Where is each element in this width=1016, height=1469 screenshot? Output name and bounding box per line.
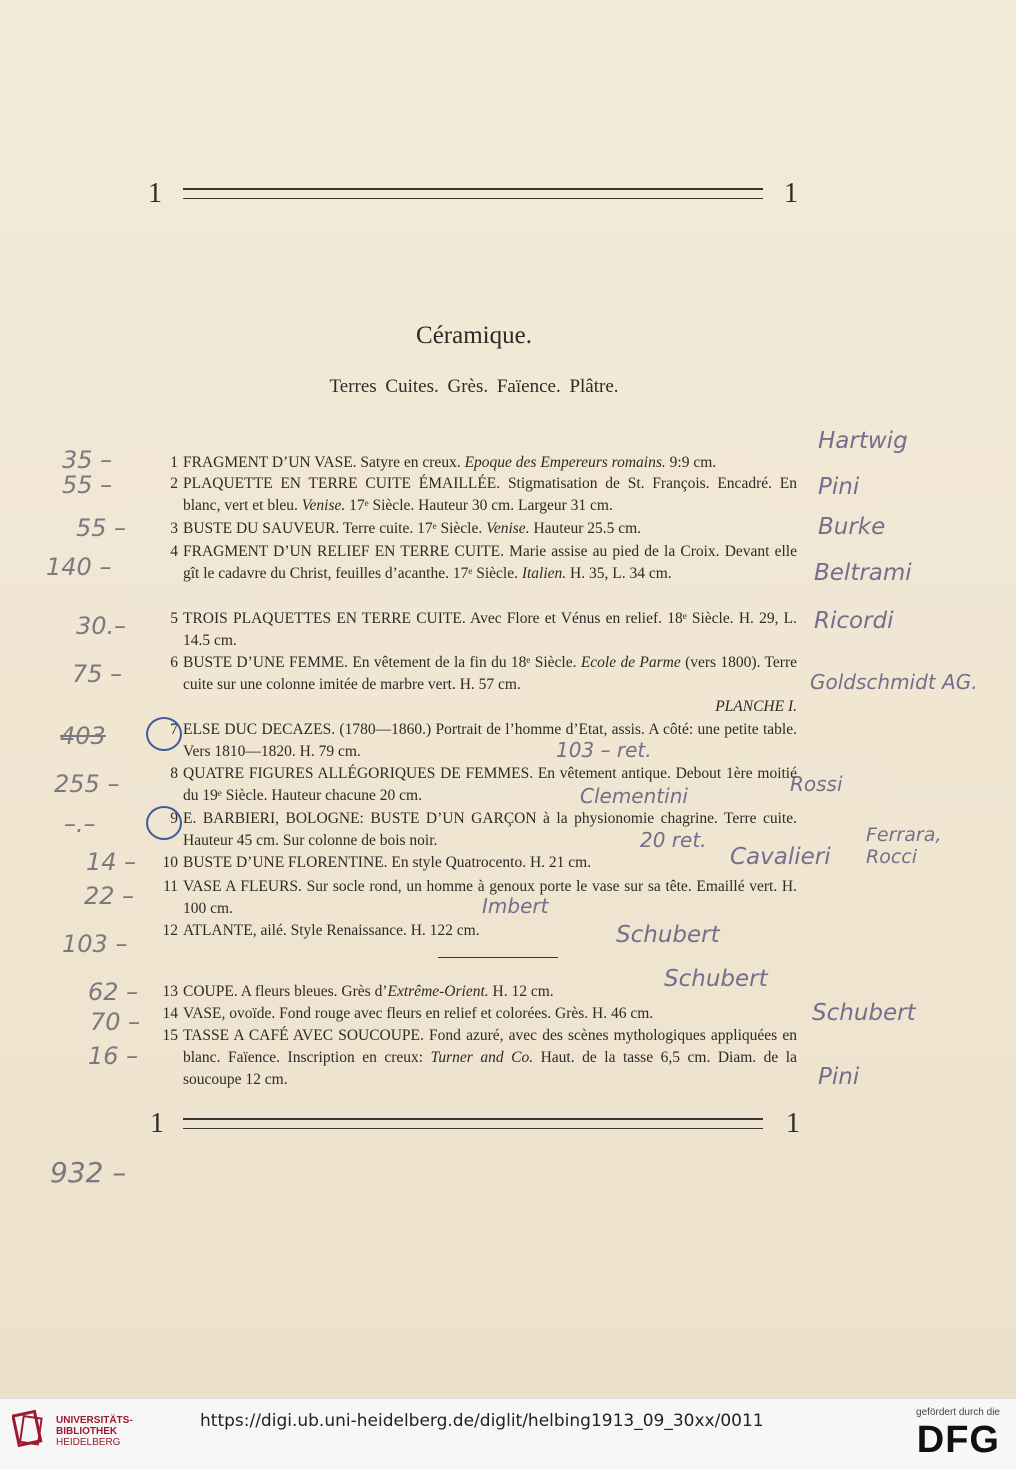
funder-caption: gefördert durch die bbox=[916, 1407, 1000, 1418]
handwritten-buyer: Clementini bbox=[580, 784, 688, 808]
handwritten-buyer: Schubert bbox=[616, 922, 720, 948]
viewer-footer bbox=[0, 1398, 1016, 1469]
signature-right-bottom: 1 bbox=[786, 1108, 800, 1139]
section-subtitle: Terres Cuites. Grès. Faïence. Plâtre. bbox=[329, 376, 619, 397]
section-title: Céramique. bbox=[416, 322, 532, 349]
entry-text: VASE, ovoïde. Fond rouge avec fleurs en relief et colorées. Grès. H. 46 cm. bbox=[183, 1005, 654, 1022]
entry-tail: (vers 1800). Terre cuite sur une colonne imitée de marbre vert. H. 57 cm. bbox=[183, 654, 797, 693]
entry-text: VASE A FLEURS. Sur socle rond, un homme à genoux porte le vase sur sa tête. Emaillé vert. H. 100 cm. bbox=[183, 878, 797, 917]
handwritten-price: 16 – bbox=[88, 1042, 139, 1070]
entry-number: 3 bbox=[170, 520, 178, 537]
handwritten-note: 20 ret. bbox=[640, 828, 707, 852]
plate-label: PLANCHE I. bbox=[715, 698, 797, 715]
handwritten-price: 35 – bbox=[62, 446, 113, 474]
handwritten-price: 75 – bbox=[72, 660, 123, 688]
handwritten-buyer: Pini bbox=[818, 474, 860, 500]
handwritten-buyer: Cavalieri bbox=[730, 844, 831, 870]
library-name bbox=[56, 1415, 133, 1448]
handwritten-buyer: Hartwig bbox=[818, 428, 908, 454]
handwritten-price: 255 – bbox=[54, 770, 120, 798]
entry-italic: Epoque des Empereurs romains. bbox=[464, 454, 666, 471]
entry-italic: Venise. bbox=[486, 520, 530, 537]
entry-italic: Italien. bbox=[521, 565, 567, 582]
entry-number: 11 bbox=[163, 878, 178, 895]
library-line: UNIVERSITÄTS- bbox=[56, 1415, 133, 1426]
top-rule-thin bbox=[183, 198, 763, 199]
entry-tail: 9:9 cm. bbox=[665, 454, 717, 471]
entry-italic: Venise. bbox=[301, 497, 346, 514]
handwritten-price: 55 – bbox=[62, 471, 113, 499]
entry-number: 13 bbox=[162, 983, 178, 1000]
handwritten-price: 403 bbox=[60, 722, 106, 750]
entry-number: 8 bbox=[170, 765, 178, 782]
ink-circle-7 bbox=[146, 717, 182, 751]
entry-number: 15 bbox=[162, 1027, 178, 1044]
handwritten-buyer: Beltrami bbox=[814, 560, 912, 586]
handwritten-buyer: Burke bbox=[818, 514, 886, 540]
ink-circle-9 bbox=[146, 806, 182, 840]
entry-text: TASSE A CAFÉ AVEC SOUCOUPE. Fond azuré, avec des scènes mythologiques appliquées en blanc. Faïence. Inscription en creux: bbox=[183, 1027, 797, 1066]
handwritten-buyer: Rossi bbox=[790, 772, 843, 796]
handwritten-price: 62 – bbox=[88, 978, 139, 1006]
entry-italic: Ecole de Parme bbox=[580, 654, 681, 671]
handwritten-buyer: Ferrara, Rocci bbox=[866, 824, 942, 868]
entry-text: BUSTE D’UNE FEMME. En vêtement de la fin du 18ᵉ Siècle. bbox=[183, 654, 581, 671]
entry-text: E. BARBIERI, BOLOGNE: BUSTE D’UN GARÇON à la physionomie chagrine. Terre cuite. Hauteur 45 cm. Sur colonne de bois noir. bbox=[183, 810, 797, 849]
handwritten-price: 140 – bbox=[46, 553, 112, 581]
entry-tail: 17ᵉ Siècle. Hauteur 30 cm. Largeur 31 cm. bbox=[345, 497, 613, 514]
entry-number: 9 bbox=[170, 810, 178, 827]
handwritten-price: 103 – bbox=[62, 930, 128, 958]
bottom-rule-thin bbox=[183, 1128, 763, 1129]
signature-left-top: 1 bbox=[148, 178, 162, 209]
entry-tail: H. 12 cm. bbox=[488, 983, 554, 1000]
entry-text: TROIS PLAQUETTES EN TERRE CUITE. Avec Flore et Vénus en relief. 18ᵉ Siècle. H. 29, L. 14.5 cm. bbox=[183, 610, 797, 649]
signature-right-top: 1 bbox=[784, 178, 798, 209]
library-line: BIBLIOTHEK bbox=[56, 1426, 118, 1437]
entry-number: 5 bbox=[170, 610, 178, 627]
section-separator bbox=[438, 957, 558, 958]
entry-number: 1 bbox=[170, 454, 178, 471]
entry-tail: Haut. de la tasse 6,5 cm. Diam. de la soucoupe 12 cm. bbox=[183, 1049, 797, 1088]
entry-number: 14 bbox=[162, 1005, 178, 1022]
entry-text: BUSTE DU SAUVEUR. Terre cuite. 17ᵉ Siècle. bbox=[183, 520, 487, 537]
entry-tail: Hauteur 25.5 cm. bbox=[529, 520, 642, 537]
signature-left-bottom: 1 bbox=[150, 1108, 164, 1139]
entry-text: BUSTE D’UNE FLORENTINE. En style Quatrocento. H. 21 cm. bbox=[183, 854, 592, 871]
entry-text: PLAQUETTE EN TERRE CUITE ÉMAILLÉE. Stigmatisation de St. François. Encadré. En blanc, vert et bleu. bbox=[183, 475, 797, 514]
entry-number: 6 bbox=[170, 654, 178, 671]
entry-text: ATLANTE, ailé. Style Renaissance. H. 122 cm. bbox=[183, 922, 480, 939]
funder-logo: DFG bbox=[916, 1419, 1000, 1461]
top-rule bbox=[183, 188, 763, 190]
entry-text: FRAGMENT D’UN RELIEF EN TERRE CUITE. Marie assise au pied de la Croix. Devant elle gît le cadavre du Christ, feuilles d’acanthe. 17ᵉ Siècle. bbox=[183, 543, 797, 582]
handwritten-price: 70 – bbox=[90, 1008, 141, 1036]
handwritten-price: 14 – bbox=[86, 848, 137, 876]
library-logo-icon bbox=[12, 1409, 46, 1449]
handwritten-buyer: Schubert bbox=[812, 1000, 916, 1026]
handwritten-price: –.– bbox=[64, 810, 96, 838]
entry-italic: Turner and Co. bbox=[430, 1049, 534, 1066]
entry-number: 4 bbox=[170, 543, 178, 560]
entry-text: ELSE DUC DECAZES. (1780—1860.) Portrait de l’homme d’Etat, assis. A côté: une petite table. Vers 1810—1820. H. 79 cm. bbox=[183, 721, 797, 760]
handwritten-price: 22 – bbox=[84, 882, 135, 910]
permalink-url[interactable]: https://digi.ub.uni-heidelberg.de/diglit/helbing1913_09_30xx/0011 bbox=[200, 1411, 764, 1431]
entry-italic: Extrême-Orient. bbox=[387, 983, 489, 1000]
handwritten-buyer: Ricordi bbox=[814, 608, 894, 634]
handwritten-buyer: Goldschmidt AG. bbox=[810, 670, 978, 694]
handwritten-buyer: Imbert bbox=[482, 894, 549, 918]
entry-number: 12 bbox=[162, 922, 178, 939]
entry-text: QUATRE FIGURES ALLÉGORIQUES DE FEMMES. En vêtement antique. Debout 1ère moitié du 19ᵉ Siècle. Hauteur chacune 20 cm. bbox=[183, 765, 797, 804]
bottom-rule bbox=[183, 1118, 763, 1120]
handwritten-total: 932 – bbox=[50, 1156, 127, 1189]
entry-text: FRAGMENT D’UN VASE. Satyre en creux. bbox=[183, 454, 465, 471]
handwritten-price: 55 – bbox=[76, 514, 127, 542]
entry-number: 2 bbox=[170, 475, 178, 492]
handwritten-buyer: Pini bbox=[818, 1064, 860, 1090]
handwritten-buyer: Schubert bbox=[664, 966, 768, 992]
entry-number: 10 bbox=[162, 854, 178, 871]
entry-text: COUPE. A fleurs bleues. Grès d’ bbox=[183, 983, 388, 1000]
entry-number: 7 bbox=[170, 721, 178, 738]
handwritten-price: 30.– bbox=[76, 612, 127, 640]
handwritten-note: 103 – ret. bbox=[556, 738, 652, 762]
library-line: HEIDELBERG bbox=[56, 1437, 121, 1448]
entry-tail: H. 35, L. 34 cm. bbox=[566, 565, 672, 582]
